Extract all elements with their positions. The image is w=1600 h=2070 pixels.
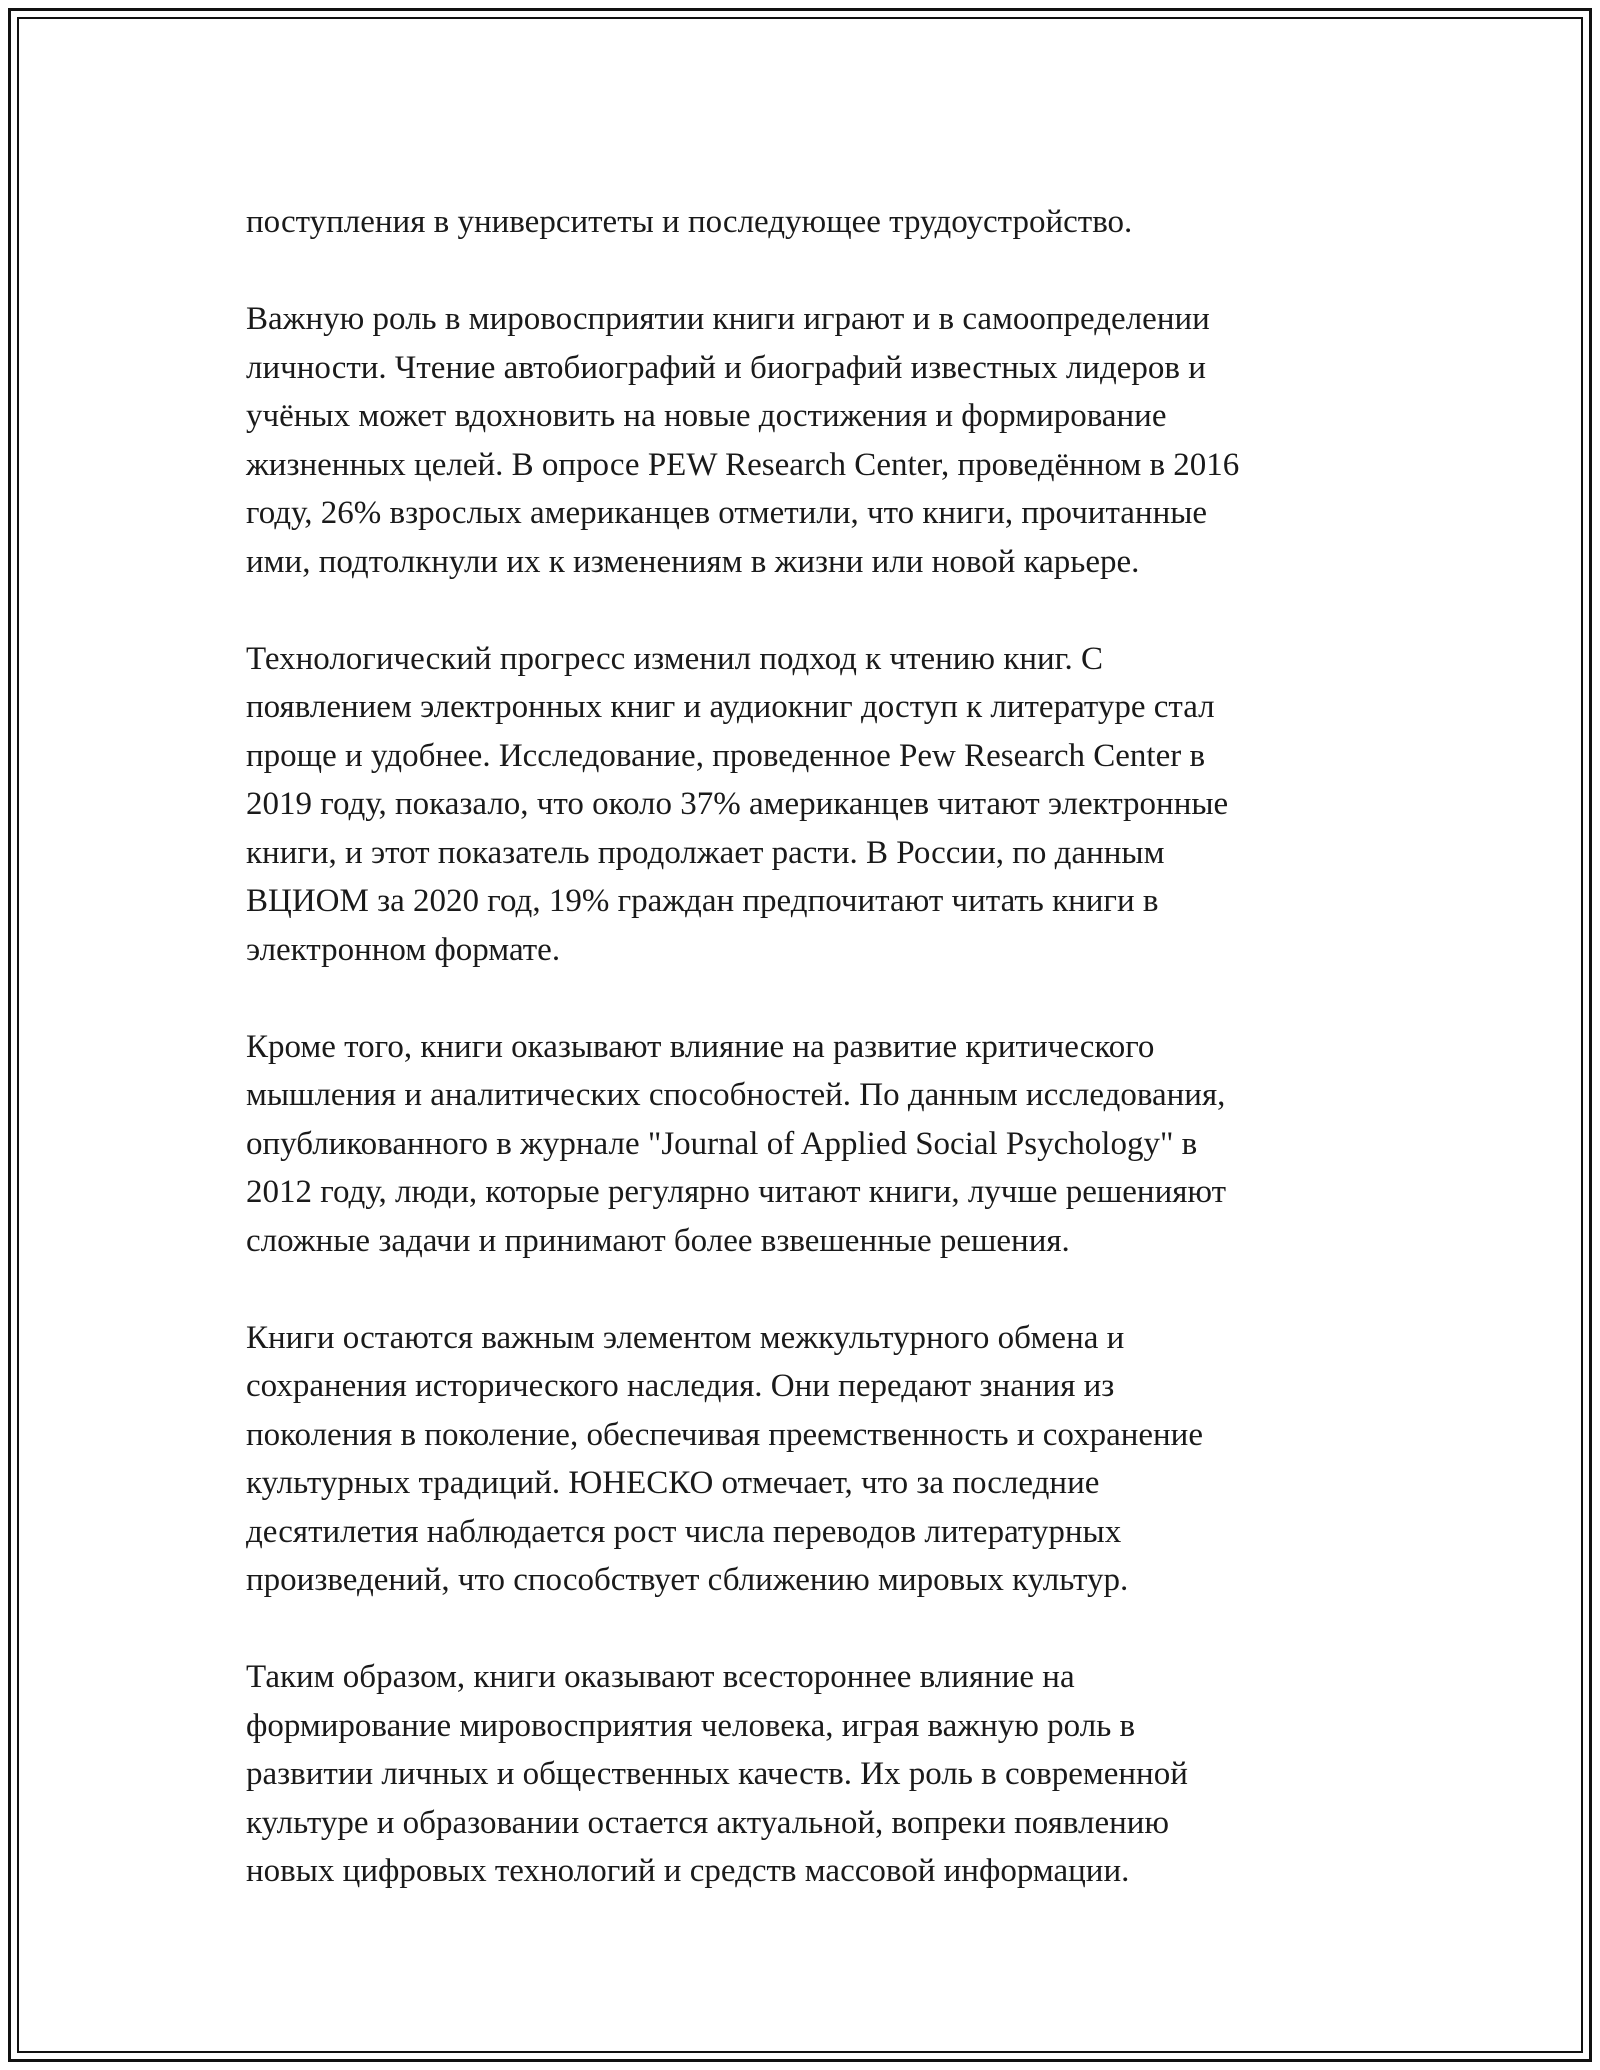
text-line: произведений, что способствует сближению мировых культур.	[246, 1562, 1129, 1598]
text-line: поступления в университеты и последующее трудоустройство.	[246, 204, 1133, 240]
text-line: Книги остаются важным элементом межкультурного обмена и	[246, 1319, 1125, 1356]
text-line: проще и удобнее. Исследование, проведенное Pew Research Center в	[246, 737, 1206, 774]
text-line: ВЦИОМ за 2020 год, 19% граждан предпочитают читать книги в	[246, 883, 1159, 919]
text-line: Технологический прогресс изменил подход к чтению книг. С	[246, 640, 1104, 677]
text-line: опубликованного в журнале "Journal of Applied Social Psychology" в	[246, 1125, 1198, 1162]
text-line: году, 26% взрослых американцев отметили, что книги, прочитанные	[246, 495, 1208, 531]
text-line: жизненных целей. В опросе PEW Research Center, проведённом в 2016	[246, 446, 1240, 483]
text-line: Важную роль в мировосприятии книги играют и в самоопределении	[246, 301, 1210, 337]
page-frame	[8, 8, 1592, 2062]
text-line: поколения в поколение, обеспечивая преемственность и сохранение	[246, 1416, 1203, 1453]
paragraph-3	[246, 635, 1376, 975]
paragraph-5	[246, 1314, 1376, 1605]
text-line: десятилетия наблюдается рост числа переводов литературных	[246, 1513, 1122, 1550]
text-line: 2012 году, люди, которые регулярно читают книги, лучше решенияют	[246, 1174, 1227, 1210]
text-line: мышления и аналитических способностей. По данным исследования,	[246, 1077, 1226, 1113]
text-line: Кроме того, книги оказывают влияние на развитие критического	[246, 1028, 1155, 1065]
text-line: ими, подтолкнули их к изменениям в жизни или новой карьере.	[246, 543, 1140, 580]
text-line: сохранения исторического наследия. Они передают знания из	[246, 1368, 1115, 1404]
text-line: электронном формате.	[246, 931, 561, 968]
text-line: сложные задачи и принимают более взвешенные решения.	[246, 1222, 1070, 1259]
text-line: культуре и образовании остается актуальной, вопреки появлению	[246, 1804, 1170, 1841]
text-line: формирование мировосприятия человека, играя важную роль в	[246, 1707, 1136, 1744]
paragraph-1	[246, 198, 1376, 247]
paragraph-6	[246, 1653, 1376, 1896]
document-body	[246, 198, 1376, 1944]
text-line: появлением электронных книг и аудиокниг доступ к литературе стал	[246, 689, 1215, 725]
text-line: культурных традиций. ЮНЕСКО отмечает, что за последние	[246, 1465, 1100, 1501]
text-line: учёных может вдохновить на новые достижения и формирование	[246, 398, 1167, 434]
text-line: личности. Чтение автобиографий и биографий известных лидеров и	[246, 349, 1206, 386]
text-line: развитии личных и общественных качеств. Их роль в современной	[246, 1756, 1188, 1792]
text-line: Таким образом, книги оказывают всестороннее влияние на	[246, 1659, 1075, 1695]
paragraph-2	[246, 295, 1376, 586]
paragraph-4	[246, 1023, 1376, 1266]
text-line: книги, и этот показатель продолжает расти. В России, по данным	[246, 834, 1165, 871]
text-line: 2019 году, показало, что около 37% американцев читают электронные	[246, 786, 1229, 822]
text-line: новых цифровых технологий и средств массовой информации.	[246, 1853, 1130, 1889]
